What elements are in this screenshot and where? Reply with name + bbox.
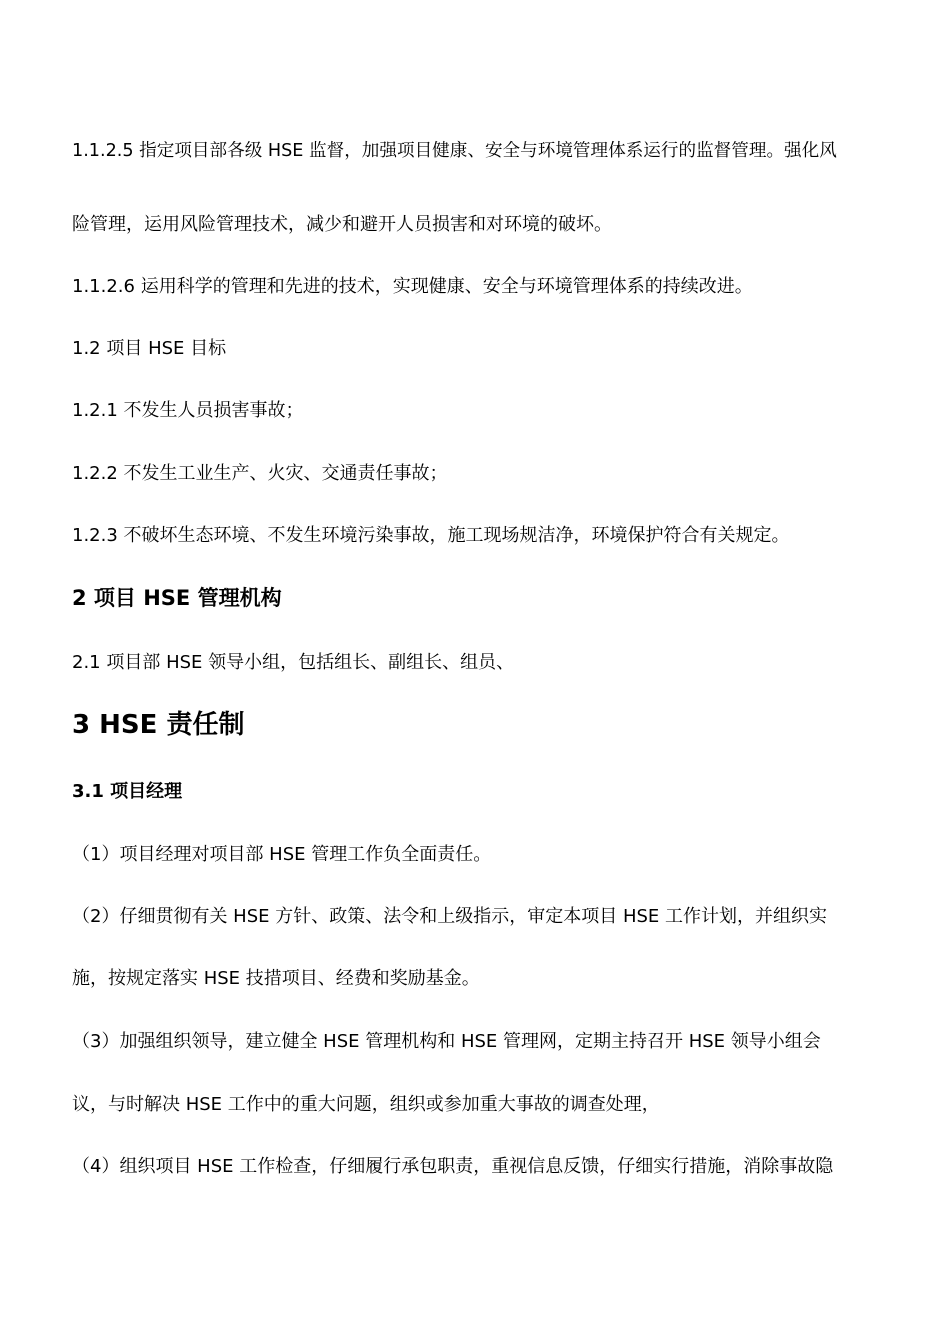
goal-1-2-3: 1.2.3 不破坏生态环境、不发生环境污染事故，施工现场规洁净，环境保护符合有关规定。	[72, 525, 790, 546]
paragraph-2-1: 2.1 项目部 HSE 领导小组，包括组长、副组长、组员、	[72, 652, 515, 673]
goal-1-2-1: 1.2.1 不发生人员损害事故；	[72, 400, 304, 421]
paragraph-1-1-2-5-line-2: 险管理，运用风险管理技术，减少和避开人员损害和对环境的破坏。	[72, 214, 612, 235]
section-2-heading: 2 项目 HSE 管理机构	[72, 586, 282, 610]
duty-item-2-line-2: 施，按规定落实 HSE 技措项目、经费和奖励基金。	[72, 968, 480, 989]
section-3-1-heading: 3.1 项目经理	[72, 781, 183, 802]
paragraph-1-1-2-6: 1.1.2.6 运用科学的管理和先进的技术，实现健康、安全与环境管理体系的持续改进。	[72, 276, 753, 297]
goal-1-2-2: 1.2.2 不发生工业生产、火灾、交通责任事故；	[72, 463, 448, 484]
paragraph-1-1-2-5-line-1: 1.1.2.5 指定项目部各级 HSE 监督，加强项目健康、安全与环境管理体系运行的监督管理。强化风	[72, 141, 837, 161]
duty-item-2-line-1: （2）仔细贯彻有关 HSE 方针、政策、法令和上级指示，审定本项目 HSE 工作计划，并组织实	[72, 906, 828, 927]
section-1-2-heading: 1.2 项目 HSE 目标	[72, 338, 227, 359]
duty-item-3-line-2: 议，与时解决 HSE 工作中的重大问题，组织或参加重大事故的调查处理，	[72, 1094, 660, 1115]
duty-item-4-line-1: （4）组织项目 HSE 工作检查，仔细履行承包职责，重视信息反馈，仔细实行措施，消除事故隐	[72, 1156, 834, 1177]
duty-item-1: （1）项目经理对项目部 HSE 管理工作负全面责任。	[72, 844, 492, 865]
duty-item-3-line-1: （3）加强组织领导，建立健全 HSE 管理机构和 HSE 管理网，定期主持召开 HSE 领导小组会	[72, 1031, 821, 1052]
section-3-heading: 3 HSE 责任制	[72, 710, 245, 740]
